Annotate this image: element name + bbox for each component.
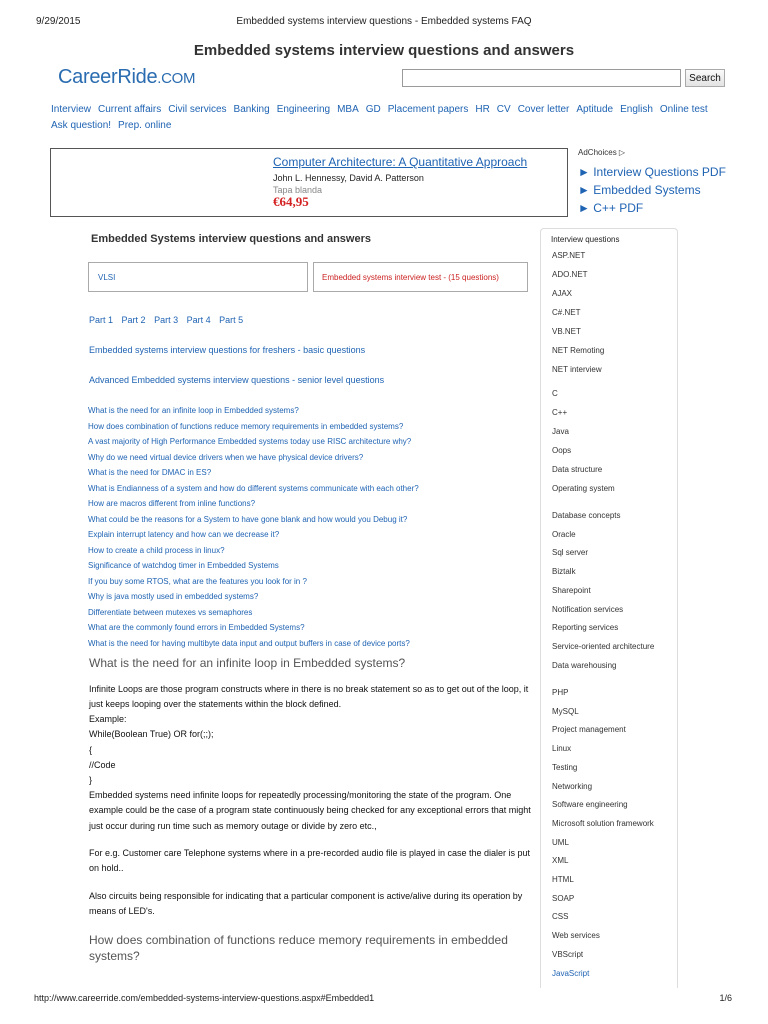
part-link[interactable]: Part 2 xyxy=(121,315,146,325)
nav-link[interactable]: Interview xyxy=(51,104,92,115)
nav-link[interactable]: MBA xyxy=(337,104,359,115)
print-date: 9/29/2015 xyxy=(36,16,81,27)
advanced-link[interactable]: Advanced Embedded systems interview questions - senior level questions xyxy=(89,375,385,385)
sidebar-item[interactable]: Reporting services xyxy=(552,623,619,633)
print-footer xyxy=(34,993,732,1007)
parts-nav xyxy=(89,315,249,325)
print-title: Embedded systems interview questions - Embedded systems FAQ xyxy=(236,16,532,27)
adchoices-label[interactable]: AdChoices ▷ xyxy=(578,148,626,157)
question-heading: What is the need for an infinite loop in Embedded systems? xyxy=(89,656,406,670)
search-input[interactable] xyxy=(402,69,681,87)
answer-paragraph: Infinite Loops are those program constructs where in there is no break statement so as to get out of the loop, it just keeps looping over the statements within the block defined. xyxy=(89,684,529,710)
section-heading: Embedded Systems interview questions and answers xyxy=(91,233,371,245)
nav-link[interactable]: Current affairs xyxy=(98,104,162,115)
answer-paragraph: Also circuits being responsible for indicating that a particular component is active/alive during its operation by means of LED's. xyxy=(89,891,523,917)
part-link[interactable]: Part 1 xyxy=(89,315,114,325)
print-header xyxy=(36,16,732,30)
nav-link[interactable]: Aptitude xyxy=(576,104,614,115)
freshers-link[interactable]: Embedded systems interview questions for freshers - basic questions xyxy=(89,345,366,355)
sidebar-title: Interview questions xyxy=(551,235,620,244)
code-line: { xyxy=(89,744,93,755)
question-link[interactable]: What is the need for DMAC in ES? xyxy=(88,468,212,477)
print-url: http://www.careerride.com/embedded-systems-interview-questions.aspx#Embedded1 xyxy=(34,993,375,1003)
question-link[interactable]: Why is java mostly used in embedded systems? xyxy=(88,592,259,601)
answer-paragraph: Embedded systems need infinite loops for repeatedly processing/monitoring the state of the program. One example could be the case of a program state continuously being checked for any exceptional errors that might just occur during run time such as memory outage or divide by zero etc., xyxy=(89,790,531,831)
test-link[interactable]: Embedded systems interview test - (15 questions) xyxy=(313,262,528,292)
sidebar-item[interactable]: MySQL xyxy=(552,706,579,716)
sidebar-item[interactable]: XML xyxy=(552,856,569,866)
sidebar-item[interactable]: VB.NET xyxy=(552,327,581,336)
sidebar-item[interactable]: Data structure xyxy=(552,465,603,474)
question-link[interactable]: Significance of watchdog timer in Embedded Systems xyxy=(88,561,279,570)
ad-price: €64,95 xyxy=(273,194,309,209)
nav-link[interactable]: CV xyxy=(496,104,511,115)
sidebar-item[interactable]: Notification services xyxy=(552,604,624,614)
sidebar-item[interactable]: Biztalk xyxy=(552,567,576,577)
ad-book-title[interactable]: Computer Architecture: A Quantitative Approach xyxy=(273,155,528,169)
code-line: //Code xyxy=(89,759,116,770)
question-link[interactable]: How to create a child process in linux? xyxy=(88,545,225,555)
answer-paragraph: For e.g. Customer care Telephone systems where in a pre-recorded audio file is played in case the dialer is put on hold.. xyxy=(89,848,531,874)
sidebar-item[interactable]: C xyxy=(552,389,558,398)
vlsi-link[interactable]: VLSI xyxy=(88,262,308,292)
sidebar-item[interactable]: ASP.NET xyxy=(552,251,586,260)
question-link[interactable]: How are macros different from inline functions? xyxy=(88,499,256,508)
question-heading: How does combination of functions reduce memory requirements in embedded systems? xyxy=(89,933,508,963)
sidebar-item[interactable]: ADO.NET xyxy=(552,270,588,279)
sidebar-item[interactable]: Linux xyxy=(552,744,572,754)
part-link[interactable]: Part 4 xyxy=(186,315,211,325)
sidebar-item[interactable]: Oracle xyxy=(552,529,576,539)
sidebar-item[interactable]: UML xyxy=(552,837,569,847)
question-link[interactable]: How does combination of functions reduce memory requirements in embedded systems? xyxy=(88,421,404,431)
code-line: } xyxy=(89,775,93,786)
question-link[interactable]: What could be the reasons for a System to have gone blank and how would you Debug it? xyxy=(88,514,408,524)
sidebar-item[interactable]: JavaScript xyxy=(552,968,590,978)
ad-link[interactable]: ► C++ PDF xyxy=(578,201,644,215)
sidebar-item[interactable]: SOAP xyxy=(552,893,575,903)
code-line: Example: xyxy=(89,714,127,724)
sidebar-item[interactable]: Project management xyxy=(552,725,626,735)
sidebar-item[interactable]: NET interview xyxy=(552,365,602,374)
sidebar xyxy=(540,228,678,988)
ad-link[interactable]: ► Embedded Systems xyxy=(578,183,701,197)
sidebar-item[interactable]: C#.NET xyxy=(552,308,581,317)
nav-link[interactable]: English xyxy=(620,104,653,115)
nav-link[interactable]: Prep. online xyxy=(118,120,172,131)
sidebar-item[interactable]: Java xyxy=(552,427,569,436)
ad-link[interactable]: ► Interview Questions PDF xyxy=(578,165,726,179)
nav-link[interactable]: GD xyxy=(365,104,381,115)
sidebar-item[interactable]: AJAX xyxy=(552,289,573,298)
sidebar-item[interactable]: PHP xyxy=(552,688,569,697)
question-link[interactable]: What is the need for having multibyte data input and output buffers in case of device ports? xyxy=(88,638,410,648)
question-link[interactable]: What is the need for an infinite loop in Embedded systems? xyxy=(88,406,299,415)
nav-link[interactable]: Banking xyxy=(233,104,270,115)
code-line: While(Boolean True) OR for(;;); xyxy=(89,729,214,740)
book-ad[interactable] xyxy=(50,148,568,217)
sidebar-item[interactable]: Networking xyxy=(552,781,593,791)
nav-link[interactable]: HR xyxy=(475,104,490,115)
sidebar-item[interactable]: HTML xyxy=(552,875,574,884)
nav-link[interactable]: Cover letter xyxy=(517,104,570,115)
sidebar-item[interactable]: NET Remoting xyxy=(552,346,605,355)
logo-suffix: .COM xyxy=(157,70,196,87)
sidebar-item[interactable]: Web services xyxy=(552,931,600,941)
print-page-number: 1/6 xyxy=(719,993,732,1003)
answer-code xyxy=(89,712,533,788)
sidebar-item[interactable]: CSS xyxy=(552,912,569,922)
question-link[interactable]: Explain interrupt latency and how can we decrease it? xyxy=(88,530,280,539)
ad-format: Tapa blanda xyxy=(273,185,323,195)
part-link[interactable]: Part 5 xyxy=(219,315,244,325)
question-link[interactable]: What is Endianness of a system and how do different systems communicate with each other? xyxy=(88,483,419,493)
question-link[interactable]: A vast majority of High Performance Embedded systems today use RISC architecture why? xyxy=(88,437,412,446)
question-link[interactable]: Differentiate between mutexes vs semaphores xyxy=(88,607,253,617)
search-bar xyxy=(402,69,724,87)
sidebar-item[interactable]: Sharepoint xyxy=(552,585,591,595)
sidebar-item[interactable]: C++ xyxy=(552,408,568,417)
sidebar-item[interactable]: Data warehousing xyxy=(552,660,617,670)
question-link[interactable]: If you buy some RTOS, what are the features you look for in ? xyxy=(88,576,307,586)
part-link[interactable]: Part 3 xyxy=(154,315,179,325)
question-link[interactable]: What are the commonly found errors in Embedded Systems? xyxy=(88,623,305,632)
nav-link[interactable]: Online test xyxy=(659,104,708,115)
sidebar-item[interactable]: Operating system xyxy=(552,484,615,493)
sidebar-item[interactable]: Software engineering xyxy=(552,800,628,810)
sidebar-item[interactable]: Testing xyxy=(552,762,578,772)
question-list xyxy=(88,403,419,651)
sidebar-item[interactable]: Service-oriented architecture xyxy=(552,641,655,651)
sidebar-item[interactable]: VBScript xyxy=(552,949,584,959)
site-title: Embedded systems interview questions and answers xyxy=(193,42,575,59)
question-link[interactable]: Why do we need virtual device drivers when we have physical device drivers? xyxy=(88,452,364,462)
nav-link[interactable]: Placement papers xyxy=(387,104,469,115)
nav-link[interactable]: Ask question! xyxy=(51,120,112,131)
logo-text: CareerRide xyxy=(58,66,158,88)
main-nav xyxy=(51,102,721,134)
sidebar-item[interactable]: Oops xyxy=(552,446,572,455)
nav-link[interactable]: Civil services xyxy=(168,104,227,115)
site-logo[interactable] xyxy=(58,66,195,89)
sidebar-item[interactable]: Microsoft solution framework xyxy=(552,818,654,828)
sidebar-item[interactable]: Sql server xyxy=(552,548,589,558)
sidebar-item[interactable]: Database concepts xyxy=(552,511,621,520)
search-button[interactable]: Search xyxy=(685,69,725,87)
nav-link[interactable]: Engineering xyxy=(276,104,331,115)
ad-authors: John L. Hennessy, David A. Patterson xyxy=(273,173,424,183)
ad-links xyxy=(578,163,726,217)
